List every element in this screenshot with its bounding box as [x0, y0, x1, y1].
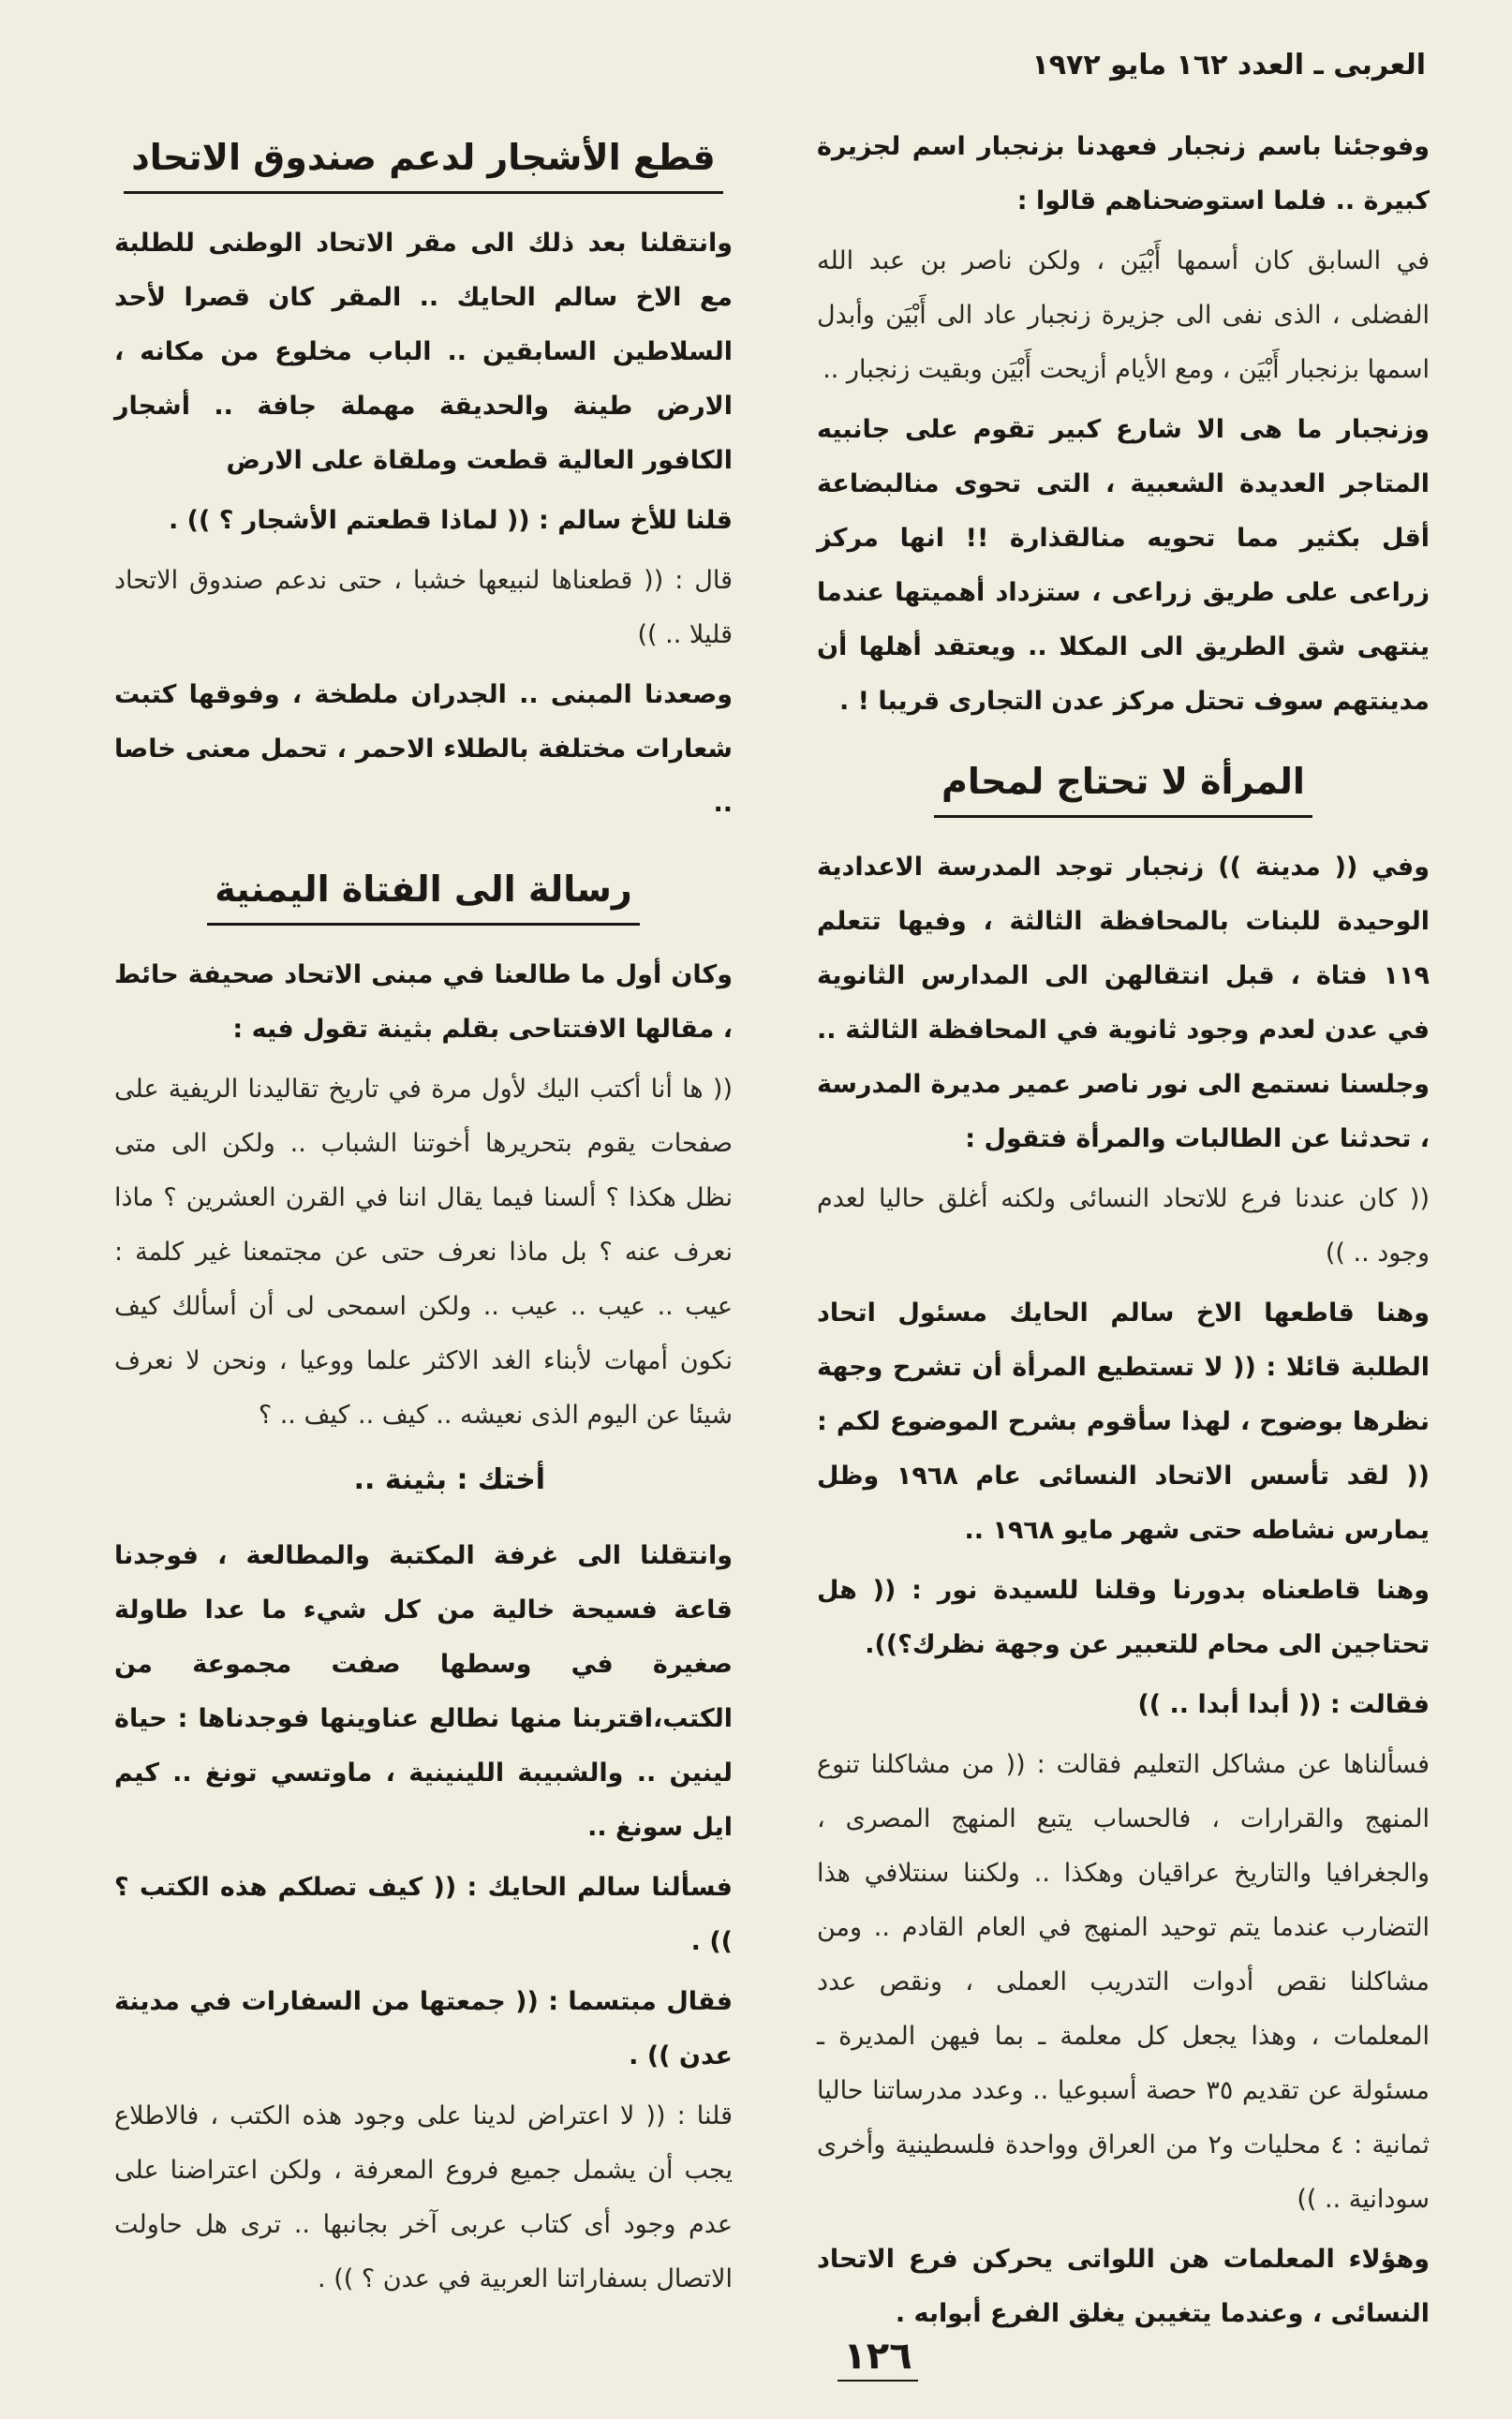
paragraph: وهنا قاطعناه بدورنا وقلنا للسيدة نور : (( هل تحتاجين الى محام للتعبير عن وجهة نظرك؟)). [817, 1576, 1430, 1659]
paragraph: فسألناها عن مشاكل التعليم فقالت : (( من مشاكلنا تنوع المنهج والقرارات ، فالحساب يتبع المنهج المصرى ، والجغرافيا والتاريخ عراقيان وهكذا .. ولكننا سنتلافي هذا التضارب عندما يتم توحيد المنهج في العام القادم .. ومن مشاكلنا نقص أدوات التدريب العملى ، ونقص عدد المعلمات ، وهذا يجعل كل معلمة ـ بما فيهن المديرة ـ مسئولة عن تقديم ٣٥ حصة أسبوعيا .. وعدد مدرساتنا حاليا ثمانية : ٤ محليات و٢ من العراق وواحدة فلسطينية وأخرى سودانية .. )) [817, 1750, 1430, 2214]
paragraph: وكان أول ما طالعنا في مبنى الاتحاد صحيفة حائط ، مقالها الافتتاحى بقلم بثينة تقول فيه : [114, 960, 733, 1044]
paragraph: فسألنا سالم الحايك : (( كيف تصلكم هذه الكتب ؟ )) . [114, 1873, 733, 1956]
left-column [114, 120, 733, 2312]
issue-info: العربى ـ العدد ١٦٢ مايو ١٩٧٢ [1031, 49, 1426, 82]
paragraph: قال : (( قطعناها لنبيعها خشبا ، حتى ندعم صندوق الاتحاد قليلا .. )) [114, 566, 733, 649]
paragraph: فقالت : (( أبدا أبدا .. )) [1137, 1690, 1430, 1719]
paragraph: وزنجبار ما هى الا شارع كبير تقوم على جانبيه المتاجر العديدة الشعبية ، التى تحوى منالبضاعة أقل بكثير مما تحويه منالقذارة !! انها مركز زراعى على طريق زراعى ، ستزداد أهميتها عندما ينتهى شق الطريق الى المكلا .. ويعتقد أهلها أن مدينتهم سوف تحتل مركز عدن التجارى قريبا ! . [817, 415, 1430, 716]
headline-text: رسالة الى الفتاة اليمنية [207, 861, 639, 926]
section-headline [114, 129, 733, 194]
headline-text: المرأة لا تحتاج لمحام [934, 753, 1312, 818]
section-headline [817, 753, 1430, 818]
right-column [817, 120, 1430, 2347]
paragraph: في السابق كان أسمها أَبْيَن ، ولكن ناصر بن عبد الله الفضلى ، الذى نفى الى جزيرة زنجبار عاد الى أَبْيَن وأبدل اسمها بزنجبار أَبْيَن ، ومع الأيام أزيحت أَبْيَن وبقيت زنجبار .. [817, 246, 1430, 384]
page-number [0, 2335, 1512, 2382]
paragraph: وهنا قاطعها الاخ سالم الحايك مسئول اتحاد الطلبة قائلا : (( لا تستطيع المرأة أن تشرح وجهة نظرها بوضوح ، لهذا سأقوم بشرح الموضوع لكم : (( لقد تأسس الاتحاد النسائى عام ١٩٦٨ وظل يمارس نشاطه حتى شهر مايو ١٩٦٨ .. [817, 1299, 1430, 1545]
paragraph: وصعدنا المبنى .. الجدران ملطخة ، وفوقها كتبت شعارات مختلفة بالطلاء الاحمر ، تحمل معنى خاصا .. [114, 680, 733, 818]
section-headline [114, 861, 733, 926]
page-number-text: ١٢٦ [838, 2335, 917, 2382]
running-header [86, 49, 1426, 92]
paragraph: وانتقلنا بعد ذلك الى مقر الاتحاد الوطنى للطلبة مع الاخ سالم الحايك .. المقر كان قصرا لأحد السلاطين السابقين .. الباب مخلوع من مكانه ، الارض طينة والحديقة مهملة جافة .. أشجار الكافور العالية قطعت وملقاة على الارض [114, 229, 733, 475]
paragraph: قلنا : (( لا اعتراض لدينا على وجود هذه الكتب ، فالاطلاع يجب أن يشمل جميع فروع المعرفة ، ولكن اعتراضنا على عدم وجود أى كتاب عربى آخر بجانبها .. ترى هل حاولت الاتصال بسفاراتنا العربية في عدن ؟ )) . [114, 2101, 733, 2293]
quote-paragraph: (( كان عندنا فرع للاتحاد النسائى ولكنه أغلق حاليا لعدم وجود .. )) [817, 1184, 1430, 1268]
paragraph: قلنا للأخ سالم : (( لماذا قطعتم الأشجار ؟ )) . [169, 506, 733, 535]
letter-signature: أختك : بثينة .. [353, 1463, 545, 1496]
paragraph: وهؤلاء المعلمات هن اللواتى يحركن فرع الاتحاد النسائى ، وعندما يتغيبن يغلق الفرع أبوابه . [817, 2245, 1430, 2328]
quote-paragraph: (( ها أنا أكتب اليك لأول مرة في تاريخ تقاليدنا الريفية على صفحات يقوم بتحريرها أخوتنا الشباب .. ولكن الى متى نظل هكذا ؟ ألسنا فيما يقال اننا في القرن العشرين ؟ ماذا نعرف عنه ؟ بل ماذا نعرف حتى عن مجتمعنا غير كلمة : عيب .. عيب .. عيب .. ولكن اسمحى لى أن أسألك كيف نكون أمهات لأبناء الغد الاكثر علما ووعيا ، ونحن لا نعرف شيئا عن اليوم الذى نعيشه .. كيف .. كيف .. ؟ [114, 1075, 733, 1430]
paragraph: وفي (( مدينة )) زنجبار توجد المدرسة الاعدادية الوحيدة للبنات بالمحافظة الثالثة ، وفيها تتعلم ١١٩ فتاة ، قبل انتقالهن الى المدارس الثانوية في عدن لعدم وجود ثانوية في المحافظة الثالثة .. وجلسنا نستمع الى نور ناصر عمير مديرة المدرسة ، تحدثنا عن الطالبات والمرأة فتقول : [817, 853, 1430, 1153]
paragraph: وفوجئنا باسم زنجبار فعهدنا بزنجبار اسم لجزيرة كبيرة .. فلما استوضحناهم قالوا : [817, 132, 1430, 215]
paragraph: فقال مبتسما : (( جمعتها من السفارات في مدينة عدن )) . [114, 1987, 733, 2070]
headline-text: قطع الأشجار لدعم صندوق الاتحاد [124, 129, 723, 194]
paragraph: وانتقلنا الى غرفة المكتبة والمطالعة ، فوجدنا قاعة فسيحة خالية من كل شيء ما عدا طاولة صغيرة في وسطها صفت مجموعة من الكتب،اقتربنا منها نطالع عناوينها فوجدناها : حياة لينين .. والشبيبة اللينينية ، ماوتسي تونغ .. كيم ايل سونغ .. [114, 1541, 733, 1842]
